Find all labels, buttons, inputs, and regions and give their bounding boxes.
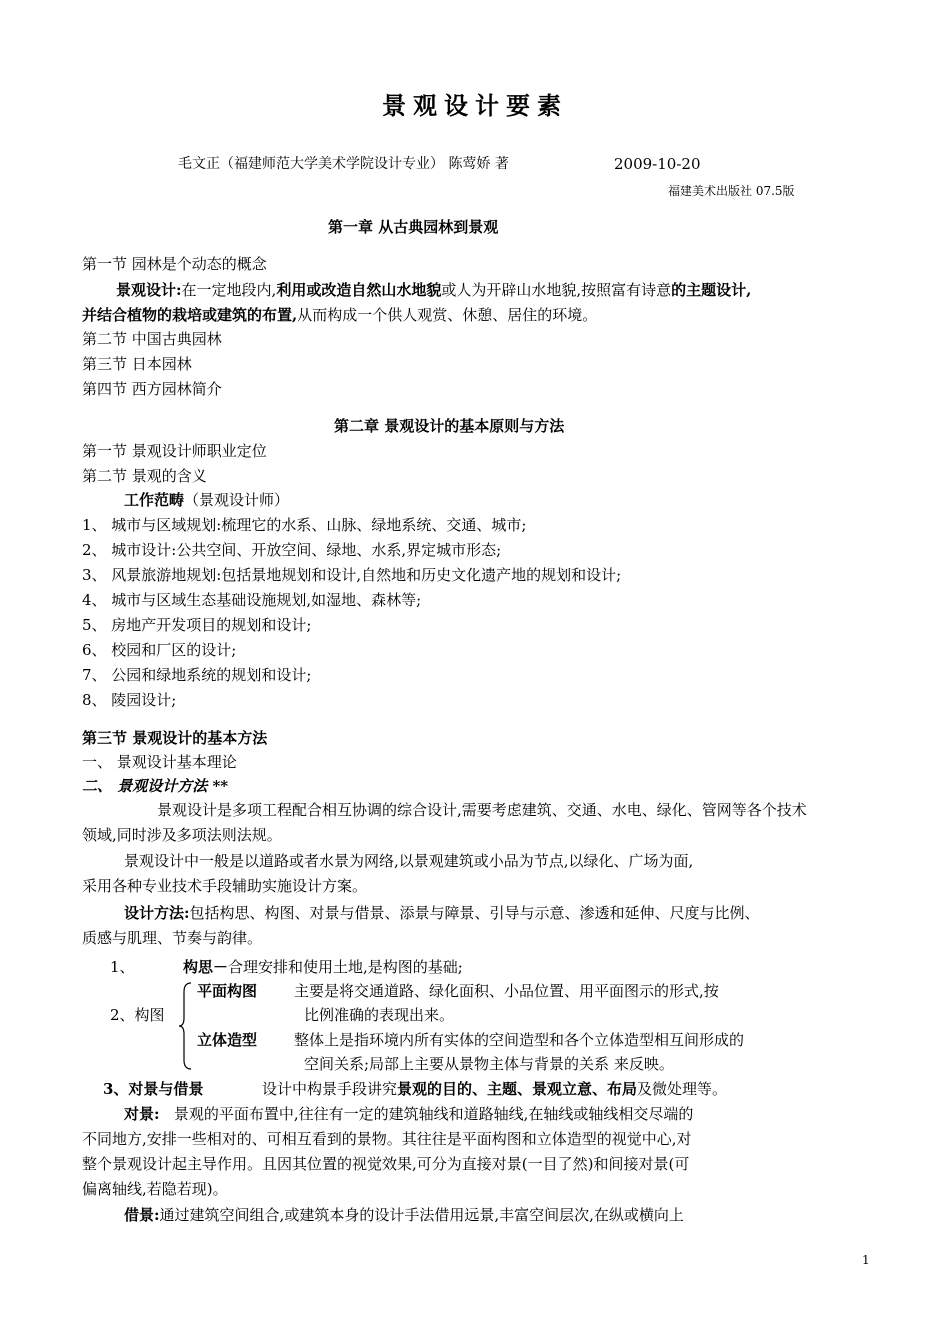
step-1 xyxy=(183,957,463,977)
opposite-scenery-label: 对景: xyxy=(124,1105,160,1123)
ch1-section-4: 第四节 西方园林简介 xyxy=(82,380,222,398)
list-item: 2、 城市设计:公共空间、开放空间、绿地、水系,界定城市形态; xyxy=(82,541,502,559)
definition-label: 景观设计: xyxy=(116,281,182,299)
work-scope-heading xyxy=(124,490,289,510)
work-scope-note: （景观设计师） xyxy=(184,491,290,509)
chapter-1-heading: 第一章 从古典园林到景观 xyxy=(328,218,499,236)
definition-emphasis: 利用或改造自然山水地貌 xyxy=(276,281,442,299)
author-line: 毛文正（福建师范大学美术学院设计专业） 陈莺娇 著 xyxy=(178,156,509,172)
ch1-section-2: 第二节 中国古典园林 xyxy=(82,330,222,348)
step-3-text-part: 设计中构景手段讲究 xyxy=(262,1080,398,1098)
list-item: 3、 风景旅游地规划:包括景地规划和设计,自然地和历史文化遗产地的规划和设计; xyxy=(82,566,622,584)
step-3-text xyxy=(262,1079,727,1099)
opposite-scenery-text: 景观的平面布置中,往往有一定的建筑轴线和道路轴线,在轴线或轴线相交尽端的 xyxy=(173,1105,694,1123)
solid-modeling-label: 立体造型 xyxy=(197,1031,258,1049)
paragraph-line: 景观设计是多项工程配合相互协调的综合设计,需要考虑建筑、交通、水电、绿化、管网等各个技术 xyxy=(157,801,807,819)
paragraph-line: 景观设计中一般是以道路或者水景为网络,以景观建筑或小品为节点,以绿化、广场为面, xyxy=(124,852,694,870)
paragraph-line: 领域,同时涉及多项法则法规。 xyxy=(82,826,282,844)
page-number: 1 xyxy=(862,1253,870,1267)
method-heading-2: 二、 景观设计方法 ** xyxy=(82,777,229,795)
paragraph-line: 采用各种专业技术手段辅助实施设计方案。 xyxy=(82,877,368,895)
design-method-line-1 xyxy=(124,903,760,923)
borrowed-scenery-line-1 xyxy=(124,1205,684,1225)
flat-composition-text: 主要是将交通道路、绿化面积、小品位置、用平面图示的形式,按 xyxy=(294,982,719,1000)
list-item: 6、 校园和厂区的设计; xyxy=(82,641,237,659)
paragraph-line: 质感与肌理、节奏与韵律。 xyxy=(82,929,263,947)
step-1-number: 1、 xyxy=(110,958,135,976)
ch1-section-3: 第三节 日本园林 xyxy=(82,355,192,373)
flat-composition-text: 比例准确的表现出来。 xyxy=(304,1006,455,1024)
definition-text: 或人为开辟山水地貌,按照富有诗意 xyxy=(441,281,672,299)
method-heading-1: 一、 景观设计基本理论 xyxy=(82,753,237,771)
step-1-text: 合理安排和使用土地,是构图的基础; xyxy=(228,958,463,976)
solid-modeling-text: 空间关系;局部上主要从景物主体与背景的关系 来反映。 xyxy=(304,1055,674,1073)
step-3-emphasis: 景观的目的、主题、景观立意、布局 xyxy=(397,1080,638,1098)
paragraph-line: 不同地方,安排一些相对的、可相互看到的景物。其往往是平面构图和立体造型的视觉中心,对 xyxy=(82,1130,692,1148)
ch2-section-1: 第一节 景观设计师职业定位 xyxy=(82,442,267,460)
solid-modeling-text: 整体上是指环境内所有实体的空间造型和各个立体造型相互间形成的 xyxy=(294,1031,745,1049)
list-item: 5、 房地产开发项目的规划和设计; xyxy=(82,616,312,634)
step-2-text: 2、构图 xyxy=(110,1006,165,1024)
definition-emphasis: 的主题设计, xyxy=(671,281,752,299)
landscape-definition-line-1 xyxy=(116,280,751,300)
list-item: 1、 城市与区域规划:梳理它的水系、山脉、绿地系统、交通、城市; xyxy=(82,516,527,534)
definition-text: 在一定地段内, xyxy=(181,281,277,299)
work-scope-label: 工作范畴 xyxy=(124,491,185,509)
opposite-scenery-line-1 xyxy=(124,1104,693,1124)
paragraph-line: 偏离轴线,若隐若现)。 xyxy=(82,1180,228,1198)
chapter-2-heading: 第二章 景观设计的基本原则与方法 xyxy=(334,417,565,435)
landscape-definition-line-2 xyxy=(82,305,597,325)
list-item: 4、 城市与区域生态基础设施规划,如湿地、森林等; xyxy=(82,591,422,609)
definition-text: 从而构成一个供人观赏、休憩、居住的环境。 xyxy=(297,306,598,324)
step-1-label: 构思－ xyxy=(183,958,229,976)
ch1-section-1: 第一节 园林是个动态的概念 xyxy=(82,255,267,273)
publisher: 福建美术出版社 07.5版 xyxy=(668,184,795,198)
design-method-label: 设计方法: xyxy=(124,904,190,922)
step-3-label: 3、对景与借景 xyxy=(103,1080,204,1098)
date: 2009-10-20 xyxy=(614,155,701,173)
step-3-text-part: 及微处理等。 xyxy=(637,1080,728,1098)
list-item: 7、 公园和绿地系统的规划和设计; xyxy=(82,666,312,684)
curly-brace-icon xyxy=(178,982,192,1070)
step-2-label xyxy=(110,1005,165,1025)
ch2-section-2: 第二节 景观的含义 xyxy=(82,467,207,485)
document-title: 景观设计要素 xyxy=(382,91,568,120)
borrowed-scenery-label: 借景: xyxy=(124,1206,160,1224)
definition-emphasis: 并结合植物的栽培或建筑的布置, xyxy=(82,306,298,324)
ch2-section-3: 第三节 景观设计的基本方法 xyxy=(82,729,268,747)
flat-composition-label: 平面构图 xyxy=(197,982,258,1000)
design-method-text: 包括构思、构图、对景与借景、添景与障景、引导与示意、渗透和延伸、尺度与比例、 xyxy=(189,904,760,922)
paragraph-line: 整个景观设计起主导作用。且因其位置的视觉效果,可分为直接对景(一目了然)和间接对景(可 xyxy=(82,1155,690,1173)
borrowed-scenery-text: 通过建筑空间组合,或建筑本身的设计手法借用远景,丰富空间层次,在纵或横向上 xyxy=(159,1206,684,1224)
list-item: 8、 陵园设计; xyxy=(82,691,177,709)
